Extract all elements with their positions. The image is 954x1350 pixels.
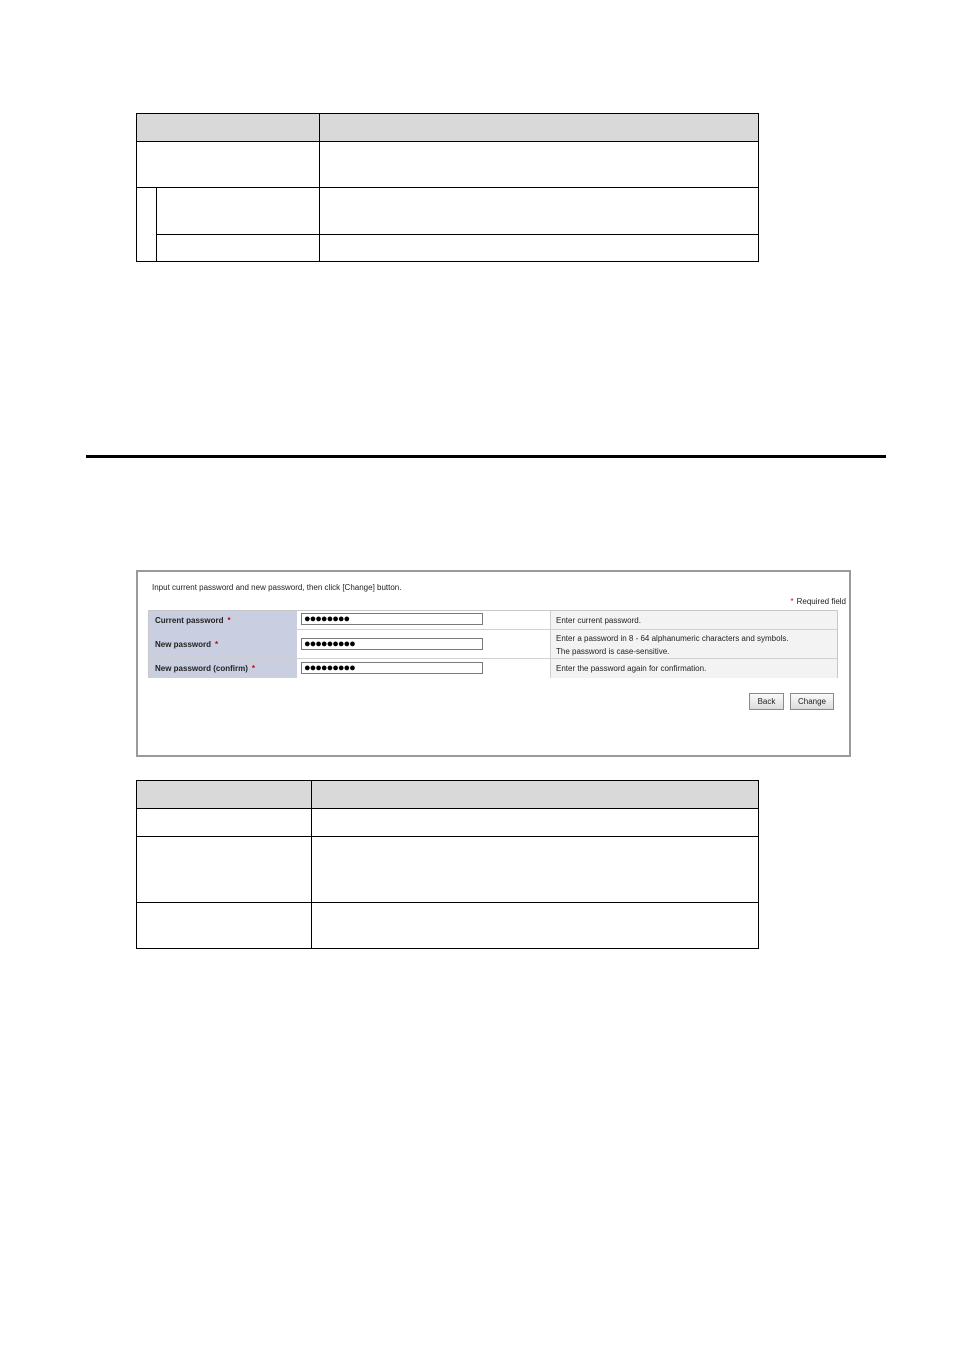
section-divider [86, 455, 886, 458]
top-table-column-rule [319, 114, 320, 261]
bottom-table-column-rule [311, 781, 312, 948]
top-table-rule [156, 234, 758, 235]
confirm-password-input[interactable]: ●●●●●●●●● [301, 662, 483, 674]
confirm-password-hint: Enter the password again for confirmation. [551, 659, 837, 678]
top-table [136, 113, 759, 262]
form-row-current-password [149, 611, 837, 629]
change-button[interactable]: Change [790, 693, 834, 710]
top-table-rule [137, 187, 758, 188]
password-form [148, 610, 838, 678]
current-password-input[interactable]: ●●●●●●●● [301, 613, 483, 625]
new-password-hint: Enter a password in 8 - 64 alphanumeric characters and symbols. The password is case-sensitive. [551, 630, 837, 659]
bottom-table-rule [137, 808, 758, 809]
change-password-panel [136, 570, 851, 757]
top-table-header [137, 114, 758, 141]
confirm-password-label: New password (confirm) * [149, 659, 297, 678]
back-button[interactable]: Back [749, 693, 784, 710]
new-password-input[interactable]: ●●●●●●●●● [301, 638, 483, 650]
required-marker: * [790, 597, 794, 606]
bottom-table [136, 780, 759, 949]
new-password-label: New password * [149, 630, 297, 659]
form-row-confirm-password [149, 658, 837, 678]
top-table-indent-rule [156, 187, 157, 261]
current-password-hint: Enter current password. [551, 611, 837, 629]
bottom-table-rule [137, 902, 758, 903]
top-table-rule [137, 141, 758, 142]
form-row-new-password [149, 629, 837, 659]
bottom-table-rule [137, 836, 758, 837]
bottom-table-header [137, 781, 758, 808]
instruction-text: Input current password and new password, then click [Change] button. [152, 583, 402, 592]
current-password-label: Current password * [149, 611, 297, 629]
required-field-note: * Required field [790, 597, 846, 606]
